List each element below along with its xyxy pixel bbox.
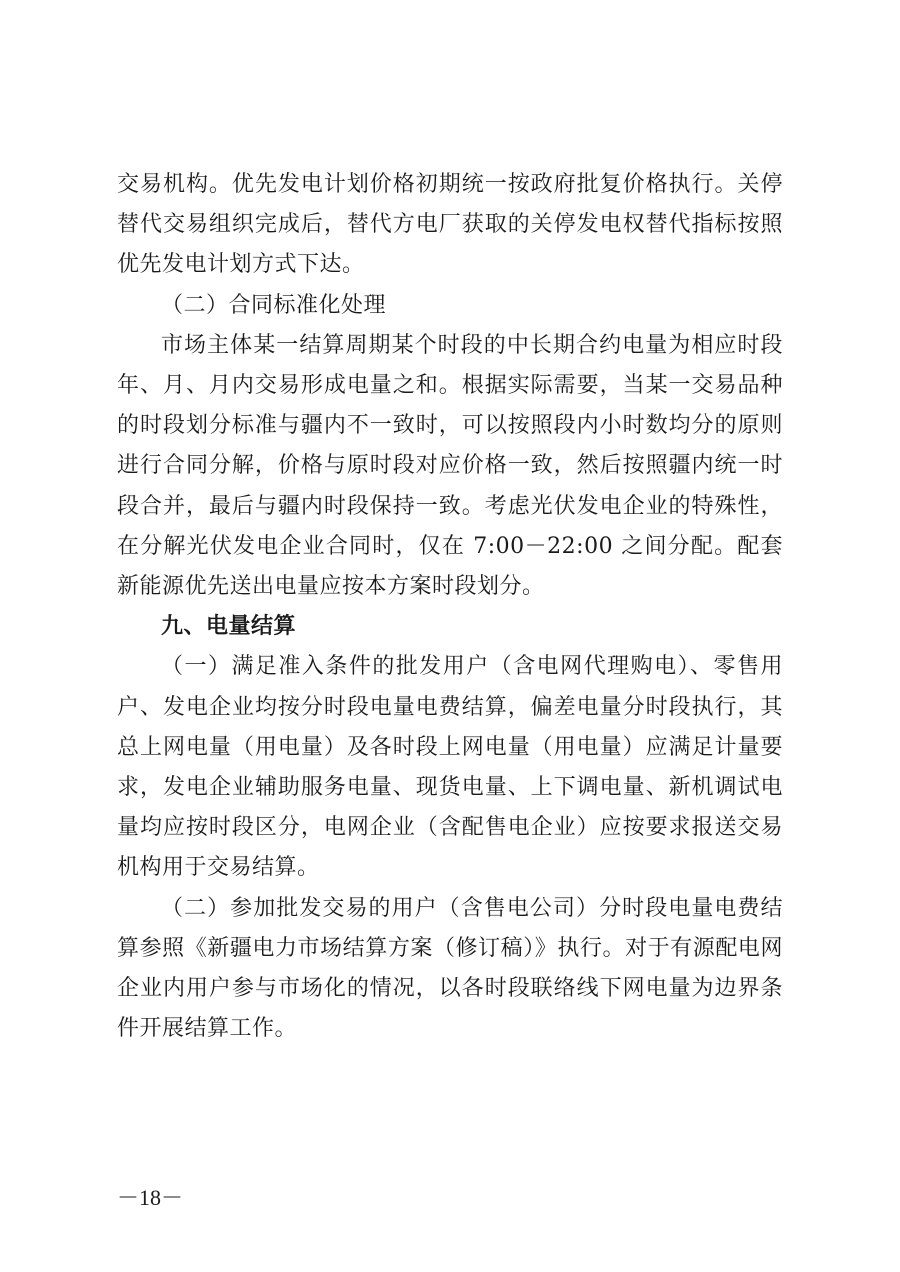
section-heading-settlement: 九、电量结算 bbox=[161, 614, 297, 640]
paragraph-settlement-1: （一）满足准入条件的批发用户（含电网代理购电）、零售用户、发电企业均按分时段电量电费结算，偏差电量分时段执行，其总上网电量（用电量）及各时段上网电量（用电量）应满足计量要求，发电企业辅助服务电量、现货电量、上下调电量、新机调试电量均应按时段区分，电网企业（含配售电企业）应按要求报送交易机构用于交易结算。 bbox=[117, 654, 783, 881]
paragraph-continuation: 交易机构。优先发电计划价格初期统一按政府批复价格执行。关停替代交易组织完成后，替代方电厂获取的关停发电权替代指标按照优先发电计划方式下达。 bbox=[117, 172, 783, 278]
page-number: －18－ bbox=[117, 1185, 184, 1210]
paragraph-settlement-2: （二）参加批发交易的用户（含售电公司）分时段电量电费结算参照《新疆电力市场结算方案（修订稿）》执行。对于有源配电网企业内用户参与市场化的情况，以各时段联络线下网电量为边界条件开展结算工作。 bbox=[117, 895, 783, 1042]
subheading-contract-standardization: （二）合同标准化处理 bbox=[161, 292, 387, 318]
document-body bbox=[117, 165, 783, 1049]
paragraph-contract-standardization: 市场主体某一结算周期某个时段的中长期合约电量为相应时段年、月、月内交易形成电量之和。根据实际需要，当某一交易品种的时段划分标准与疆内不一致时，可以按照段内小时数均分的原则进行合同分解，价格与原时段对应价格一致，然后按照疆内统一时段合并，最后与疆内时段保持一致。考虑光伏发电企业的特殊性，在分解光伏发电企业合同时，仅在 7:00－22:00 之间分配。配套新能源优先送出电量应按本方案时段划分。 bbox=[117, 332, 783, 600]
